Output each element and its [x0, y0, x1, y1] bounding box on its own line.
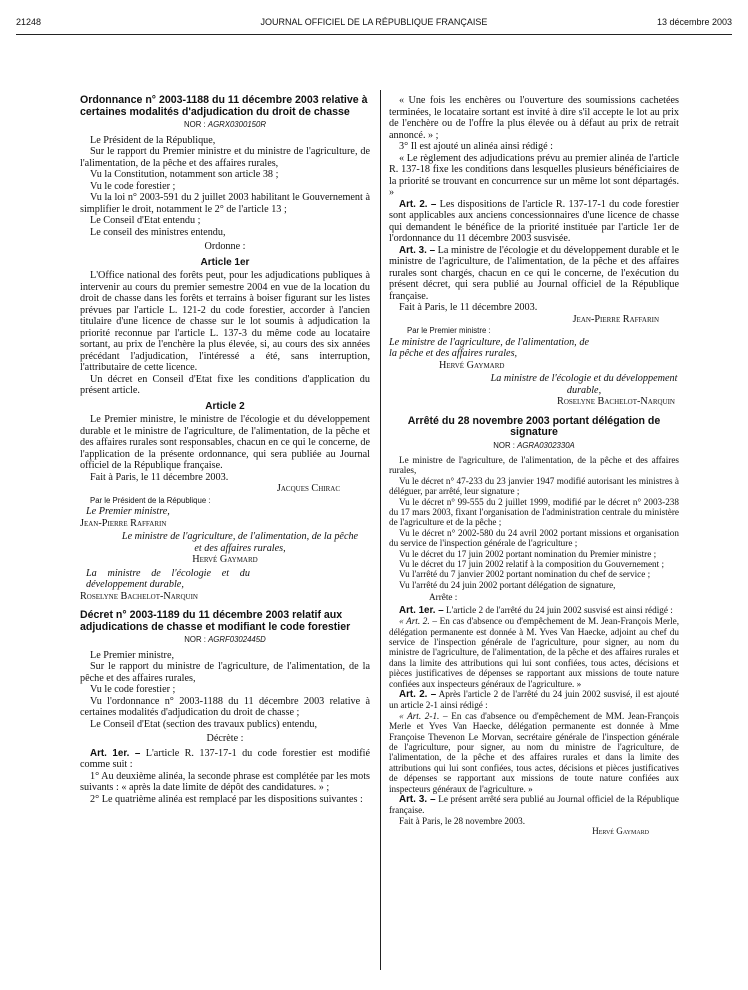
- header-rule: [16, 34, 732, 35]
- left-column: [80, 95, 370, 805]
- column-divider: [380, 90, 381, 970]
- quoted-paragraph: « Le règlement des adjudications prévu au premier alinéa de l'article R. 137-18 fixe les conditions dans lesquelles plusieurs bénéficiaires de la priorité se trouvant en concurrence sur un même lot sont départagés. »: [389, 152, 679, 198]
- decret-preamble-line: Le Premier ministre,: [90, 649, 175, 661]
- signature-raffarin: Jean-Pierre Raffarin: [572, 313, 659, 325]
- signature-bachelot: Roselyne Bachelot-Narquin: [80, 590, 198, 602]
- ministre-ecologie-label: La ministre de l'écologie et du développement durable,: [86, 567, 250, 590]
- decret-article-3: Art. 3. – La ministre de l'écologie et du développement durable et le ministre de l'agriculture, de l'alimentation, de la pêche et des affaires rurales sont chargés, chacun en ce qui le concerne, de l'exécution du présent décret, qui sera publié au Journal officiel de la République française.: [389, 244, 680, 302]
- page-header: [16, 17, 732, 31]
- preamble-line: Sur le rapport du Premier ministre et du ministre de l'agriculture, de l'alimentation, de la pêche et des affaires rurales,: [80, 146, 370, 169]
- article-2-title: Article 2: [205, 400, 245, 412]
- par-premier-ministre: Par le Premier ministre :: [407, 326, 491, 335]
- article-1-body: L'Office national des forêts peut, pour les adjudications publiques à intervenir au cours du premier semestre 2004 en vue de la location du droit de chasse dans les forêts et terrains à boiser figurant sur les listes prévues par l'article L. 121-2 du code forestier, accorder à l'ancien titulaire d'une licence de chasse sur le lot soumis à adjudication la priorité reconnue par l'article L. 137-3 du même code au locataire sortant, au prix de l'enchère la plus élevée, si, au cours des six années précédant l'adjudication, l'intéressé a été, sans interruption, l'attributaire de cette licence.: [80, 270, 370, 373]
- preamble-line: Vu la loi n° 2003-591 du 2 juillet 2003 habilitant le Gouvernement à simplifier le droit, notamment le 2° de l'article 13 ;: [80, 192, 370, 215]
- article-1-body: Un décret en Conseil d'Etat fixe les conditions d'application du présent article.: [80, 373, 370, 396]
- decrete-label: Décrète :: [206, 733, 244, 744]
- arrete-article-1: Art. 1er. – L'article 2 de l'arrêté du 24 juin 2002 susvisé est ainsi rédigé :: [399, 604, 673, 616]
- ordonnance-nor: NOR : AGRX0300150R: [184, 120, 266, 129]
- decret-preamble-line: Le Conseil d'Etat (section des travaux publics) entendu,: [90, 718, 318, 730]
- arrete-preamble-line: Vu le décret n° 47-233 du 23 janvier 1947 modifié autorisant les ministres à déléguer, par arrêté, leur signature ;: [389, 475, 679, 497]
- article-2-body: Le Premier ministre, le ministre de l'écologie et du développement durable et le ministre de l'agriculture, de l'alimentation, de la pêche et des affaires rurales sont responsables, chacun en ce qui le concerne, de l'application de la présente ordonnance, qui sera publiée au Journal officiel de la République française.: [80, 414, 370, 471]
- decret-article-1-item: 2° Le quatrième alinéa est remplacé par les dispositions suivantes :: [90, 793, 363, 805]
- decret-preamble-line: Vu le code forestier ;: [90, 684, 176, 695]
- item-3: 3° Il est ajouté un alinéa ainsi rédigé :: [399, 141, 554, 152]
- decret-article-2: Art. 2. – Les dispositions de l'article R. 137-17-1 du code forestier sont applicables aux anciens concessionnaires d'une licence de chasse qui demandent le bénéfice de la priorité instituée par l'article 1er de l'ordonnance du 11 décembre 2003 susvisée.: [389, 198, 680, 244]
- arrete-preamble-line: Vu le décret n° 2002-580 du 24 avril 2002 portant missions et organisation du service de l'inspection générale de l'agriculture ;: [389, 527, 679, 549]
- decret-preamble-line: Sur le rapport du ministre de l'agriculture, de l'alimentation, de la pêche et des affaires rurales,: [80, 661, 370, 684]
- par-president: Par le Président de la République :: [90, 495, 211, 505]
- preamble-line: Le Président de la République,: [90, 134, 216, 146]
- decret-nor: NOR : AGRF0302445D: [184, 635, 266, 644]
- issue-date: 13 décembre 2003: [656, 17, 732, 27]
- signature-raffarin: Jean-Pierre Raffarin: [80, 517, 167, 529]
- signature-gaymard: Hervé Gaymard: [192, 554, 258, 565]
- quoted-paragraph: « Une fois les enchères ou l'ouverture des soumissions cachetées terminées, le locataire sortant est invité à dire s'il accepte le lot au prix de l'enchère ou de l'offre la plus élevée ou à défaut au prix de retrait annoncé. » ;: [389, 95, 679, 141]
- preamble-line: Vu le code forestier ;: [90, 180, 176, 192]
- arrete-label: Arrête :: [429, 592, 458, 603]
- arrete-preamble-line: Vu l'arrêté du 24 juin 2002 portant délégation de signature,: [399, 579, 616, 590]
- ordonne-label: Ordonne :: [204, 241, 246, 252]
- decret-article-1: Art. 1er. – L'article R. 137-17-1 du code forestier est modifié comme suit :: [80, 747, 371, 770]
- preamble-line: Vu la Constitution, notamment son article 38 ;: [90, 169, 279, 180]
- signing-place-date: Fait à Paris, le 11 décembre 2003.: [90, 471, 229, 483]
- arrete-article-3: Art. 3. – Le présent arrêté sera publié au Journal officiel de la République française.: [389, 794, 679, 816]
- signing-place-date: Fait à Paris, le 28 novembre 2003.: [399, 815, 526, 826]
- arrete-article-2: Art. 2. – Après l'article 2 de l'arrêté du 24 juin 2002 susvisé, il est ajouté un article 2-1 ainsi rédigé :: [389, 688, 680, 711]
- decret-title: Décret n° 2003-1189 du 11 décembre 2003 relatif aux adjudications de chasse et modifiant le code forestier: [80, 609, 351, 633]
- right-column: [389, 95, 679, 837]
- arrete-preamble-line: Le ministre de l'agriculture, de l'alimentation, de la pêche et des affaires rurales,: [389, 455, 679, 476]
- page-number: 21248: [16, 17, 42, 27]
- ministre-agriculture-label: Le ministre de l'agriculture, de l'alimentation, de la pêche et des affaires rurales,: [389, 336, 589, 359]
- signing-place-date: Fait à Paris, le 11 décembre 2003.: [399, 302, 538, 313]
- arrete-preamble-line: Vu le décret du 17 juin 2002 portant nomination du Premier ministre ;: [399, 548, 657, 559]
- arrete-preamble-line: Vu l'arrêté du 7 janvier 2002 portant nomination du chef de service ;: [399, 569, 651, 580]
- preamble-line: Le Conseil d'Etat entendu ;: [90, 215, 201, 226]
- signature-bachelot: Roselyne Bachelot-Narquin: [557, 396, 675, 407]
- signature-gaymard: Hervé Gaymard: [592, 826, 649, 837]
- decret-preamble-line: Vu l'ordonnance n° 2003-1188 du 11 décembre 2003 relative à certaines modalités d'adjudication du droit de chasse ;: [80, 695, 370, 718]
- signature-chirac: Jacques Chirac: [276, 483, 340, 494]
- preamble-line: Le conseil des ministres entendu,: [90, 226, 226, 238]
- premier-ministre-label: Le Premier ministre,: [86, 506, 170, 517]
- arrete-quote-art-2-1: « Art. 2-1. – En cas d'absence ou d'empêchement de MM. Jean-François Merle et Yves Van Haecke, délégation permanente est donnée à Mme Françoise Thevenon Le Morvan, secrétaire générale de l'inspection générale de l'agriculture, pour signer, au nom du ministre de l'agriculture, de l'alimentation, de la pêche et des affaires rurales et dans la limite des attributions qui lui sont confiées, tous actes, décisions et pièces justificatives de dépenses se rapportant aux missions de toute nature confiées aux inspecteurs généraux de l'agriculture. »: [389, 710, 679, 794]
- arrete-preamble-line: Vu le décret du 17 juin 2002 relatif à la composition du Gouvernement ;: [399, 559, 665, 570]
- ordonnance-title: Ordonnance n° 2003-1188 du 11 décembre 2003 relative à certaines modalités d'adjudication du droit de chasse: [80, 94, 368, 118]
- signature-gaymard: Hervé Gaymard: [439, 359, 505, 371]
- decret-article-1-item: 1° Au deuxième alinéa, la seconde phrase est complétée par les mots suivants : « après la date limite de dépôt des candidatures. » ;: [80, 770, 370, 793]
- ministre-agriculture-label: Le ministre de l'agriculture, de l'alimentation, de la pêche et des affaires rurales,: [121, 531, 359, 554]
- arrete-title: Arrêté du 28 novembre 2003 portant délégation de signature: [407, 414, 661, 438]
- journal-title: JOURNAL OFFICIEL DE LA RÉPUBLIQUE FRANÇAISE: [260, 17, 488, 27]
- arrete-preamble-line: Vu le décret n° 99-555 du 2 juillet 1999, modifié par le décret n° 2003-238 du 17 mars 2003, fixant l'organisation de l'administration centrale du ministère de l'agriculture et de la pêche ;: [389, 496, 679, 528]
- article-1-title: Article 1er: [200, 256, 250, 268]
- arrete-quote-art-2: « Art. 2. – En cas d'absence ou d'empêchement de M. Jean-François Merle, délégation permanente est donnée à M. Yves Van Haecke, adjoint au chef du service de l'inspection générale de l'agriculture, pour signer, au nom du ministre de l'agriculture, de l'alimentation, de la pêche et des affaires rurales et dans la limite des attributions qui lui sont confiées, tous actes, décisions et pièces justificatives de dépenses se rapportant aux missions de toute nature confiées aux inspecteurs généraux de l'agriculture. »: [389, 616, 680, 689]
- arrete-nor: NOR : AGRA0302330A: [493, 440, 575, 450]
- ministre-ecologie-label: La ministre de l'écologie et du développement durable,: [490, 373, 678, 396]
